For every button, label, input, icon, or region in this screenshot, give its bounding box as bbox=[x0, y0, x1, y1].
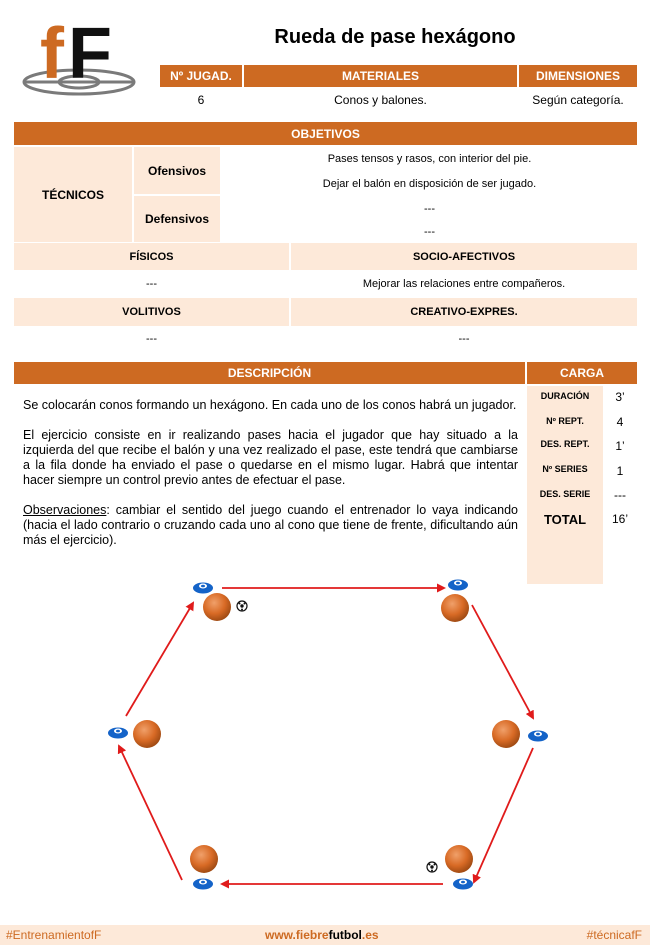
value-dimensiones: Según categoría. bbox=[532, 93, 624, 107]
creativo-value: --- bbox=[458, 333, 470, 345]
descripcion-paragraph: El ejercicio consiste en ir realizando pases hacia el jugador que hay situado a la izquierda del que recibe el balón y una vez realizado el pase, este tendrá que cambiarse a la fila donde ha enviado el pase o quedarse en el mismo lugar. Habrá que intentar hacer siempre un control previo antes de efectuar el pase. bbox=[23, 428, 518, 487]
observaciones-text: : cambiar el sentido del juego cuando el entrenador lo vaya indicando (hacia el lado contrario o cruzando cada uno al cono que tiene de frente, dificultando aún más el ejercicio). bbox=[23, 503, 518, 547]
header-dimensiones: DIMENSIONES bbox=[519, 65, 637, 87]
footer bbox=[0, 925, 650, 945]
value-materiales: Conos y balones. bbox=[334, 93, 427, 107]
logo bbox=[22, 10, 137, 115]
tecnicos-label: TÉCNICOS bbox=[14, 147, 132, 242]
defensivos-label: Defensivos bbox=[134, 196, 220, 242]
player-icon bbox=[133, 720, 161, 748]
carga-value: 1 bbox=[616, 464, 624, 478]
value-jugadores: 6 bbox=[197, 93, 205, 107]
carga-total-label: TOTAL bbox=[543, 512, 587, 527]
creativo-label: CREATIVO-EXPRES. bbox=[291, 298, 637, 326]
carga-label: DURACIÓN bbox=[540, 391, 590, 401]
descripcion-header: DESCRIPCIÓN bbox=[14, 362, 525, 384]
pass-arrow bbox=[126, 603, 193, 716]
player-icon bbox=[190, 845, 218, 873]
footer-hashtag-left[interactable]: #EntrenamientofF bbox=[6, 928, 102, 942]
player-icon bbox=[492, 720, 520, 748]
carga-total-value: 16’ bbox=[611, 512, 628, 526]
cone-icon bbox=[453, 879, 473, 890]
header-jugadores: Nº JUGAD. bbox=[160, 65, 242, 87]
footer-hashtag-right[interactable]: #técnicafF bbox=[586, 928, 642, 942]
pass-arrow bbox=[119, 746, 182, 880]
cone-icon bbox=[193, 583, 213, 594]
player-icon bbox=[441, 594, 469, 622]
carga-value: 3’ bbox=[615, 390, 625, 404]
volitivos-value: --- bbox=[146, 333, 157, 345]
player-icon bbox=[203, 593, 231, 621]
header-materiales: MATERIALES bbox=[244, 65, 517, 87]
carga-label: Nº REPT. bbox=[546, 416, 584, 426]
fisicos-value: --- bbox=[146, 278, 157, 290]
player-icon bbox=[445, 845, 473, 873]
page-title: Rueda de pase hexágono bbox=[274, 26, 516, 48]
socio-afectivos-value: Mejorar las relaciones entre compañeros. bbox=[362, 278, 566, 290]
descripcion-body bbox=[23, 398, 518, 563]
ofensivos-label: Ofensivos bbox=[134, 147, 220, 194]
carga-value: --- bbox=[614, 488, 626, 502]
exercise-diagram bbox=[0, 570, 650, 920]
footer-website-part: www.fiebre bbox=[265, 928, 329, 942]
carga-value: 1’ bbox=[615, 439, 625, 453]
carga-label: DES. SERIE bbox=[539, 489, 591, 499]
cone-icon bbox=[528, 731, 548, 742]
defensivo-item: --- bbox=[424, 202, 435, 215]
footer-website-link[interactable] bbox=[265, 928, 379, 942]
cone-icon bbox=[193, 879, 213, 890]
observaciones bbox=[23, 503, 518, 548]
carga-value: 4 bbox=[616, 415, 624, 429]
cone-icon bbox=[108, 728, 128, 739]
carga-label: DES. REPT. bbox=[540, 439, 590, 449]
ofensivo-item: Dejar el balón en disposición de ser jugado. bbox=[322, 177, 537, 190]
socio-afectivos-label: SOCIO-AFECTIVOS bbox=[291, 243, 637, 270]
pass-arrow bbox=[474, 748, 533, 882]
svg-text:F: F bbox=[68, 14, 112, 94]
svg-text:f: f bbox=[40, 14, 64, 94]
pass-arrow bbox=[472, 605, 533, 718]
objetivos-header: OBJETIVOS bbox=[14, 122, 637, 145]
cone-icon bbox=[448, 580, 468, 591]
volitivos-label: VOLITIVOS bbox=[14, 298, 289, 326]
observaciones-label: Observaciones bbox=[23, 503, 107, 517]
ofensivo-item: Pases tensos y rasos, con interior del pie. bbox=[327, 152, 532, 165]
defensivo-item: --- bbox=[424, 225, 435, 238]
fisicos-label: FÍSICOS bbox=[14, 243, 289, 270]
carga-label: Nº SERIES bbox=[542, 464, 588, 474]
ball-icon bbox=[427, 862, 437, 872]
footer-website-part: futbol bbox=[328, 928, 362, 942]
carga-header: CARGA bbox=[527, 362, 637, 384]
descripcion-paragraph: Se colocarán conos formando un hexágono. En cada uno de los conos habrá un jugador. bbox=[23, 398, 517, 412]
footer-website-part: .es bbox=[361, 928, 379, 942]
ball-icon bbox=[237, 601, 247, 611]
